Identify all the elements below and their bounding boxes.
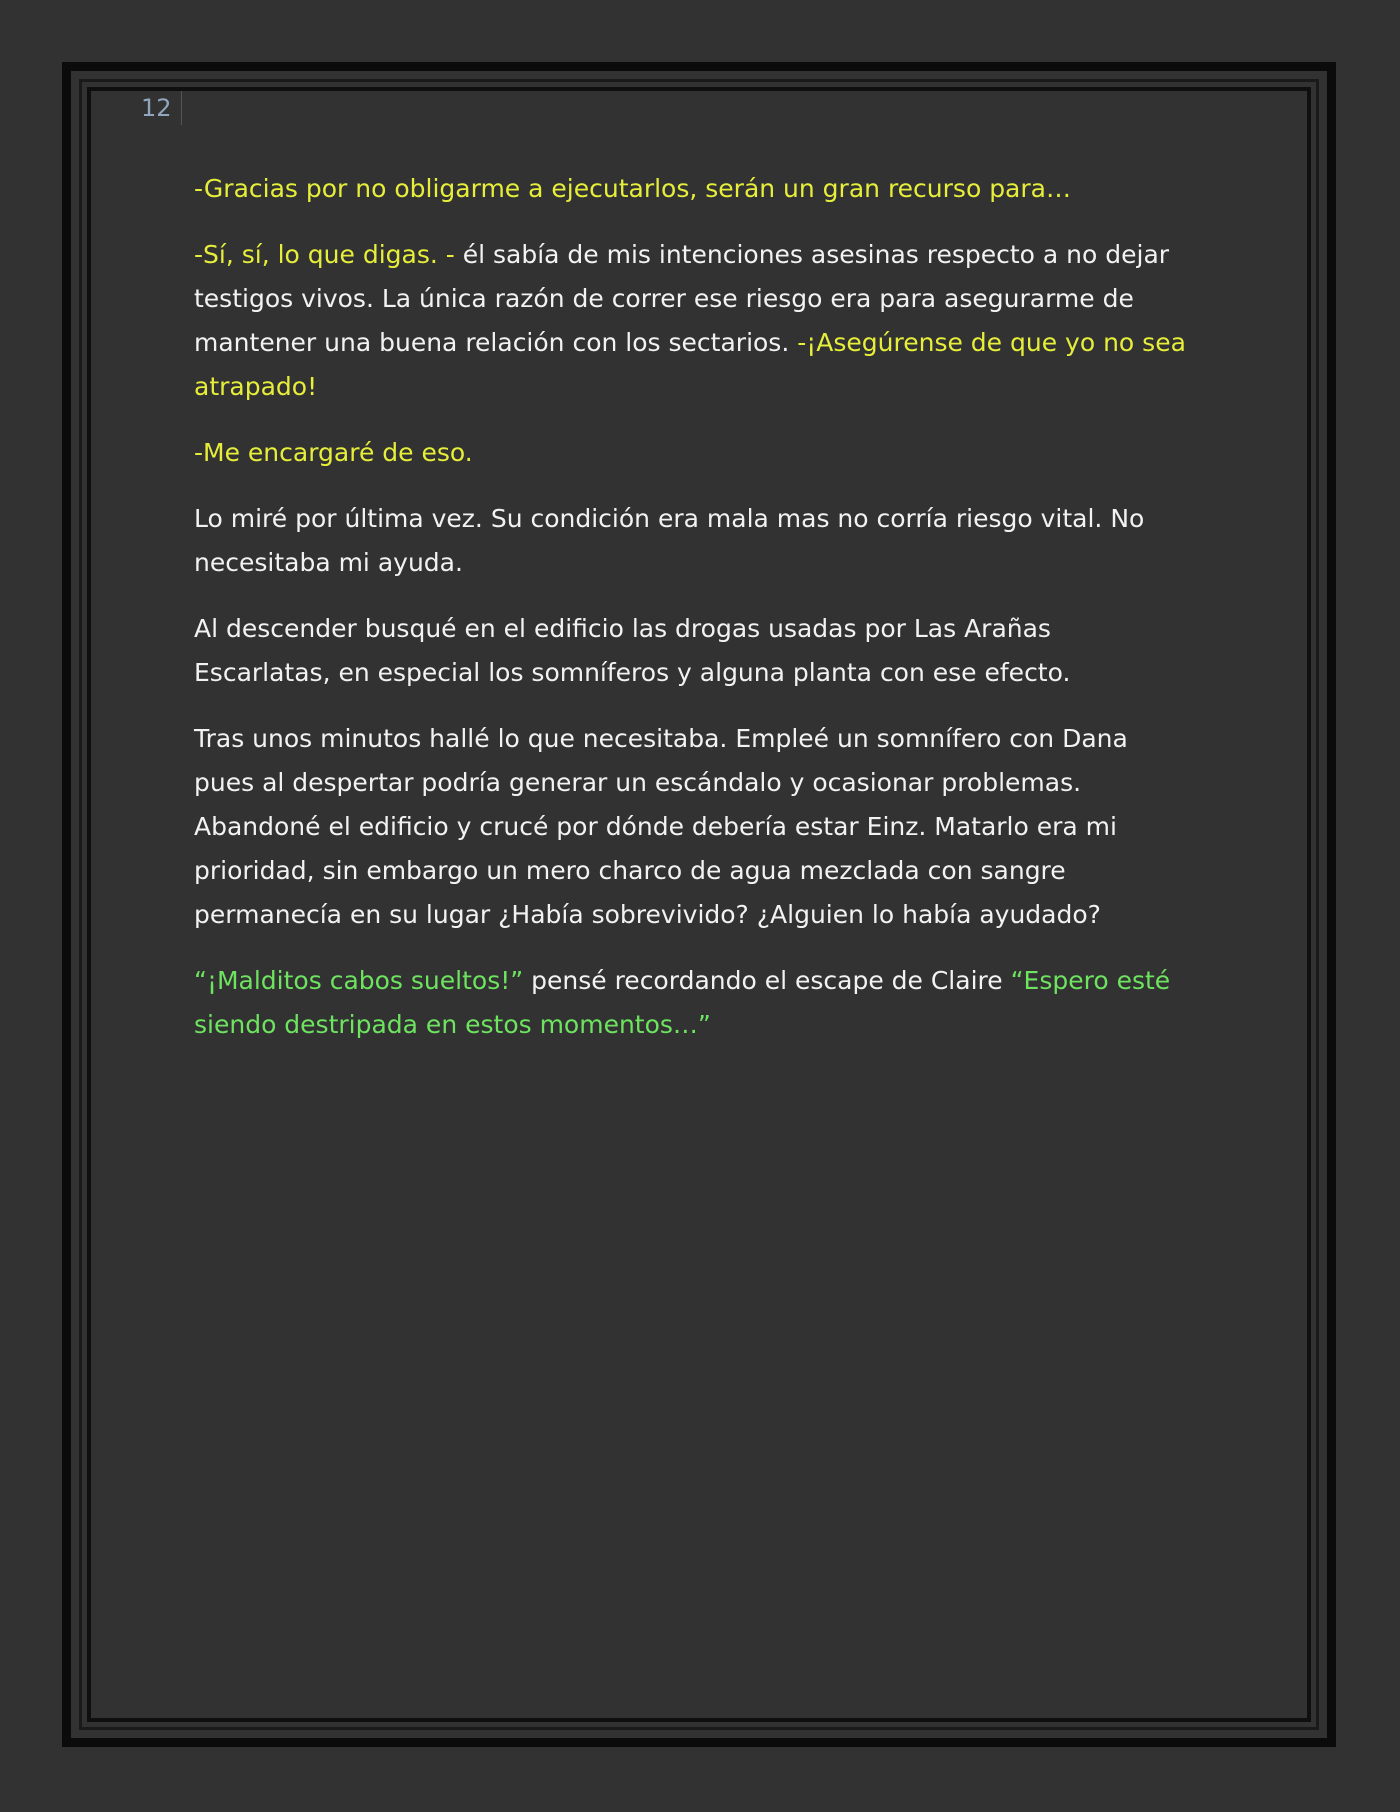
narration: Tras unos minutos hallé lo que necesitaba. Empleé un somnífero con Dana pues al despertar podría generar un escándalo y ocasionar problemas. Abandoné el edificio y crucé por dónde debería estar Einz. Matarlo era mi prioridad, sin embargo un mero charco de agua mezclada con sangre permanecía en su lugar ¿Había sobrevivido? ¿Alguien lo había ayudado? <box>194 724 1128 929</box>
dialogue: -Sí, sí, lo que digas. - <box>194 240 455 269</box>
narration: pensé recordando el escape de Claire <box>523 966 1011 995</box>
paragraph-5 <box>194 607 1194 695</box>
thought: “¡Malditos cabos sueltos!” <box>194 966 524 995</box>
thought: “Espero esté siendo destripada en estos momentos…” <box>194 966 1171 1039</box>
paragraph-1 <box>194 167 1194 211</box>
dialogue: -Me encargaré de eso. <box>194 438 473 467</box>
dialogue: -Gracias por no obligarme a ejecutarlos, serán un gran recurso para… <box>194 174 1071 203</box>
narration: Lo miré por última vez. Su condición era mala mas no corría riesgo vital. No necesitaba mi ayuda. <box>194 504 1145 577</box>
paragraph-7 <box>194 959 1194 1047</box>
paragraph-6 <box>194 717 1194 937</box>
narration: él sabía de mis intenciones asesinas respecto a no dejar testigos vivos. La única razón de correr ese riesgo era para asegurarme de mantener una buena relación con los sectarios. <box>194 240 1170 357</box>
dialogue: -¡Asegúrense de que yo no sea atrapado! <box>194 328 1186 401</box>
paragraph-4 <box>194 497 1194 585</box>
page-frame <box>62 62 1336 1747</box>
narration: Al descender busqué en el edificio las drogas usadas por Las Arañas Escarlatas, en especial los somníferos y alguna planta con ese efecto. <box>194 614 1071 687</box>
body-text <box>194 167 1194 1069</box>
page-number: 12 <box>141 91 182 125</box>
paragraph-2 <box>194 233 1194 409</box>
paragraph-3 <box>194 431 1194 475</box>
